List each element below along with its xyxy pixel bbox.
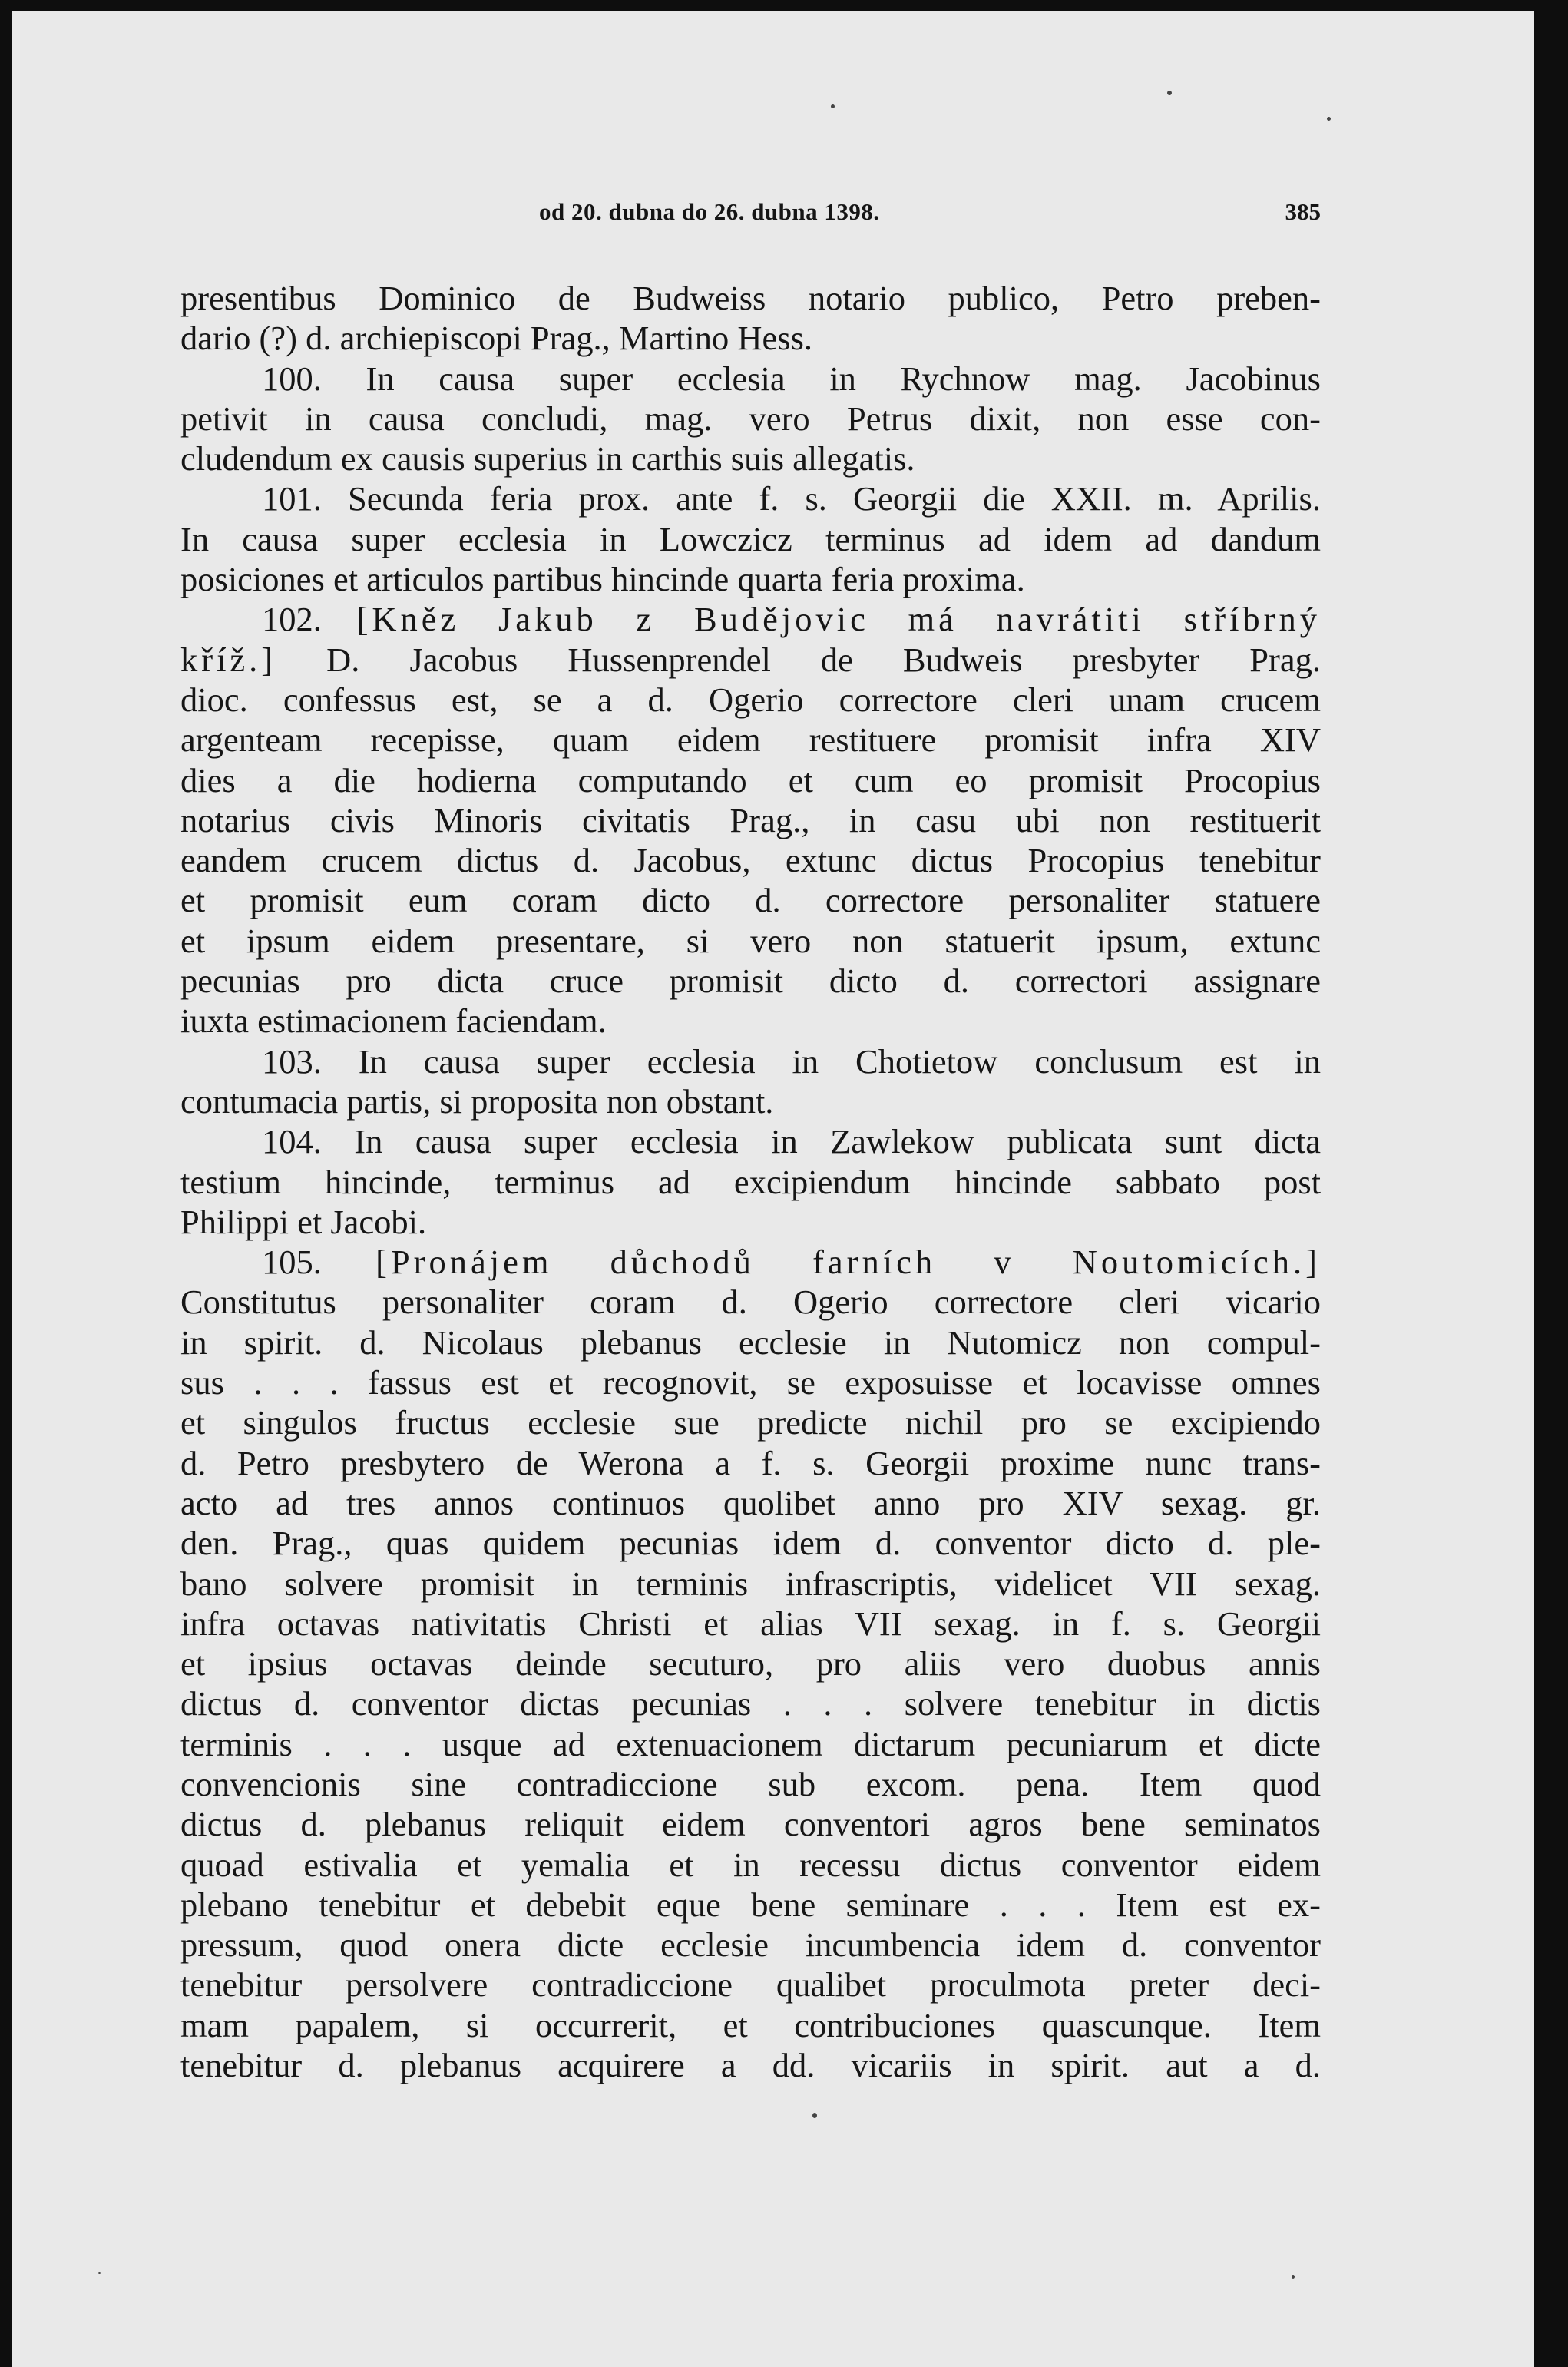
- running-header: [180, 198, 1321, 237]
- text-line: In causa super ecclesia in Lowczicz terminus ad idem ad dandum: [180, 519, 1321, 558]
- text-line: cludendum ex causis superius in carthis suis allegatis.: [180, 439, 915, 478]
- scan-border-right: [1534, 0, 1568, 2367]
- text-line: quoad estivalia et yemalia et in recessu dictus conventor eidem: [180, 1845, 1321, 1884]
- scan-speck: [812, 2113, 817, 2118]
- text-line: et promisit eum coram dicto d. correctore personaliter statuere: [180, 881, 1321, 920]
- text-line: Philippi et Jacobi.: [180, 1202, 427, 1241]
- text-line: pressum, quod onera dicte ecclesie incumbencia idem d. conventor: [180, 1925, 1321, 1965]
- text-line: et singulos fructus ecclesie sue predicte nichil pro se excipiendo: [180, 1403, 1321, 1442]
- body-text: [180, 278, 1321, 2085]
- text-line: posiciones et articulos partibus hincinde quarta feria proxima.: [180, 560, 1025, 599]
- czech-summary: [Pronájem důchodů farních v Noutomicích.]: [375, 1243, 1321, 1282]
- running-title: od 20. dubna do 26. dubna 1398.: [539, 198, 880, 225]
- czech-summary: [Kněz Jakub z Budějovic má navrátiti stříbrný: [356, 600, 1321, 639]
- text-line: infra octavas nativitatis Christi et alias VII sexag. in f. s. Georgii: [180, 1604, 1321, 1643]
- text-line: tenebitur d. plebanus acquirere a dd. vicariis in spirit. aut a d.: [180, 2046, 1321, 2085]
- text-line: d. Petro presbytero de Werona a f. s. Georgii proxime nunc trans-: [180, 1443, 1321, 1482]
- text-line: sus . . . fassus est et recognovit, se exposuisse et locavisse omnes: [180, 1363, 1321, 1402]
- scan-speck: [1292, 2275, 1295, 2279]
- text-line: presentibus Dominico de Budweiss notario publico, Petro preben-: [180, 279, 1321, 317]
- text-line: Constitutus personaliter coram d. Ogerio correctore cleri vicario: [180, 1283, 1321, 1322]
- text-line: tenebitur persolvere contradiccione qualibet proculmota preter deci-: [180, 1965, 1321, 2005]
- text-line: mam papalem, si occurrerit, et contribuciones quascunque. Item: [180, 2005, 1321, 2044]
- text-line: et ipsius octavas deinde secuturo, pro aliis vero duobus annis: [180, 1644, 1321, 1683]
- entry-105-heading-line: [180, 1242, 1321, 1282]
- text-line: convencionis sine contradiccione sub excom. pena. Item quod: [180, 1764, 1321, 1803]
- scan-border-left: [0, 0, 12, 2367]
- text-line: et ipsum eidem presentare, si vero non statuerit ipsum, extunc: [180, 921, 1321, 960]
- text-line: testium hincinde, terminus ad excipiendum hincinde sabbato post: [180, 1162, 1321, 1201]
- text-line: eandem crucem dictus d. Jacobus, extunc dictus Procopius tenebitur: [180, 841, 1321, 880]
- text-line: argenteam recepisse, quam eidem restituere promisit infra XIV: [180, 720, 1321, 760]
- scan-speck: [831, 104, 835, 108]
- text-line: notarius civis Minoris civitatis Prag., in casu ubi non restituerit: [180, 800, 1321, 839]
- text-line: contumacia partis, si proposita non obstant.: [180, 1081, 774, 1121]
- text-line: acto ad tres annos continuos quolibet anno pro XIV sexag. gr.: [180, 1483, 1321, 1522]
- text-line: dictus d. conventor dictas pecunias . . . solvere tenebitur in dictis: [180, 1684, 1321, 1723]
- text-line: iuxta estimacionem faciendam.: [180, 1001, 607, 1041]
- text-line: dioc. confessus est, se a d. Ogerio correctore cleri unam crucem: [180, 680, 1321, 719]
- text-line: in spirit. d. Nicolaus plebanus ecclesie in Nutomicz non compul-: [180, 1323, 1321, 1362]
- text-line: bano solvere promisit in terminis infrascriptis, videlicet VII sexag.: [180, 1564, 1321, 1603]
- text-line: plebano tenebitur et debebit eque bene seminare . . . Item est ex-: [180, 1885, 1321, 1924]
- scan-speck: [98, 2272, 101, 2274]
- scan-speck: [1167, 91, 1172, 95]
- entry-102-heading-line: [180, 599, 1321, 639]
- text-line: terminis . . . usque ad extenuacionem dictarum pecuniarum et dicte: [180, 1724, 1321, 1763]
- text-line: kříž.] D. Jacobus Hussenprendel de Budweis presbyter Prag.: [180, 640, 1321, 679]
- entry-103-heading-line: 103. In causa super ecclesia in Chotietow conclusum est in: [262, 1041, 1321, 1081]
- text-line: dictus d. plebanus reliquit eidem conventori agros bene seminatos: [180, 1805, 1321, 1844]
- page-number: 385: [1285, 198, 1321, 225]
- text-line: den. Prag., quas quidem pecunias idem d. conventor dicto d. ple-: [180, 1524, 1321, 1563]
- entry-number: 102.: [262, 600, 357, 639]
- entry-number: 105.: [262, 1243, 376, 1282]
- text-line: dario (?) d. archiepiscopi Prag., Martino Hess.: [180, 319, 813, 358]
- entry-104-heading-line: 104. In causa super ecclesia in Zawlekow publicata sunt dicta: [262, 1122, 1321, 1161]
- entry-101-heading-line: 101. Secunda feria prox. ante f. s. Georgii die XXII. m. Aprilis.: [262, 479, 1321, 518]
- entry-100-heading-line: 100. In causa super ecclesia in Rychnow mag. Jacobinus: [262, 359, 1321, 398]
- czech-summary: kříž.]: [180, 640, 277, 679]
- text-line: dies a die hodierna computando et cum eo promisit Procopius: [180, 760, 1321, 799]
- scan-speck: [1327, 117, 1331, 121]
- text-line: pecunias pro dicta cruce promisit dicto d. correctori assignare: [180, 962, 1321, 1001]
- text-line: petivit in causa concludi, mag. vero Petrus dixit, non esse con-: [180, 399, 1321, 438]
- scan-border-top: [0, 0, 1568, 11]
